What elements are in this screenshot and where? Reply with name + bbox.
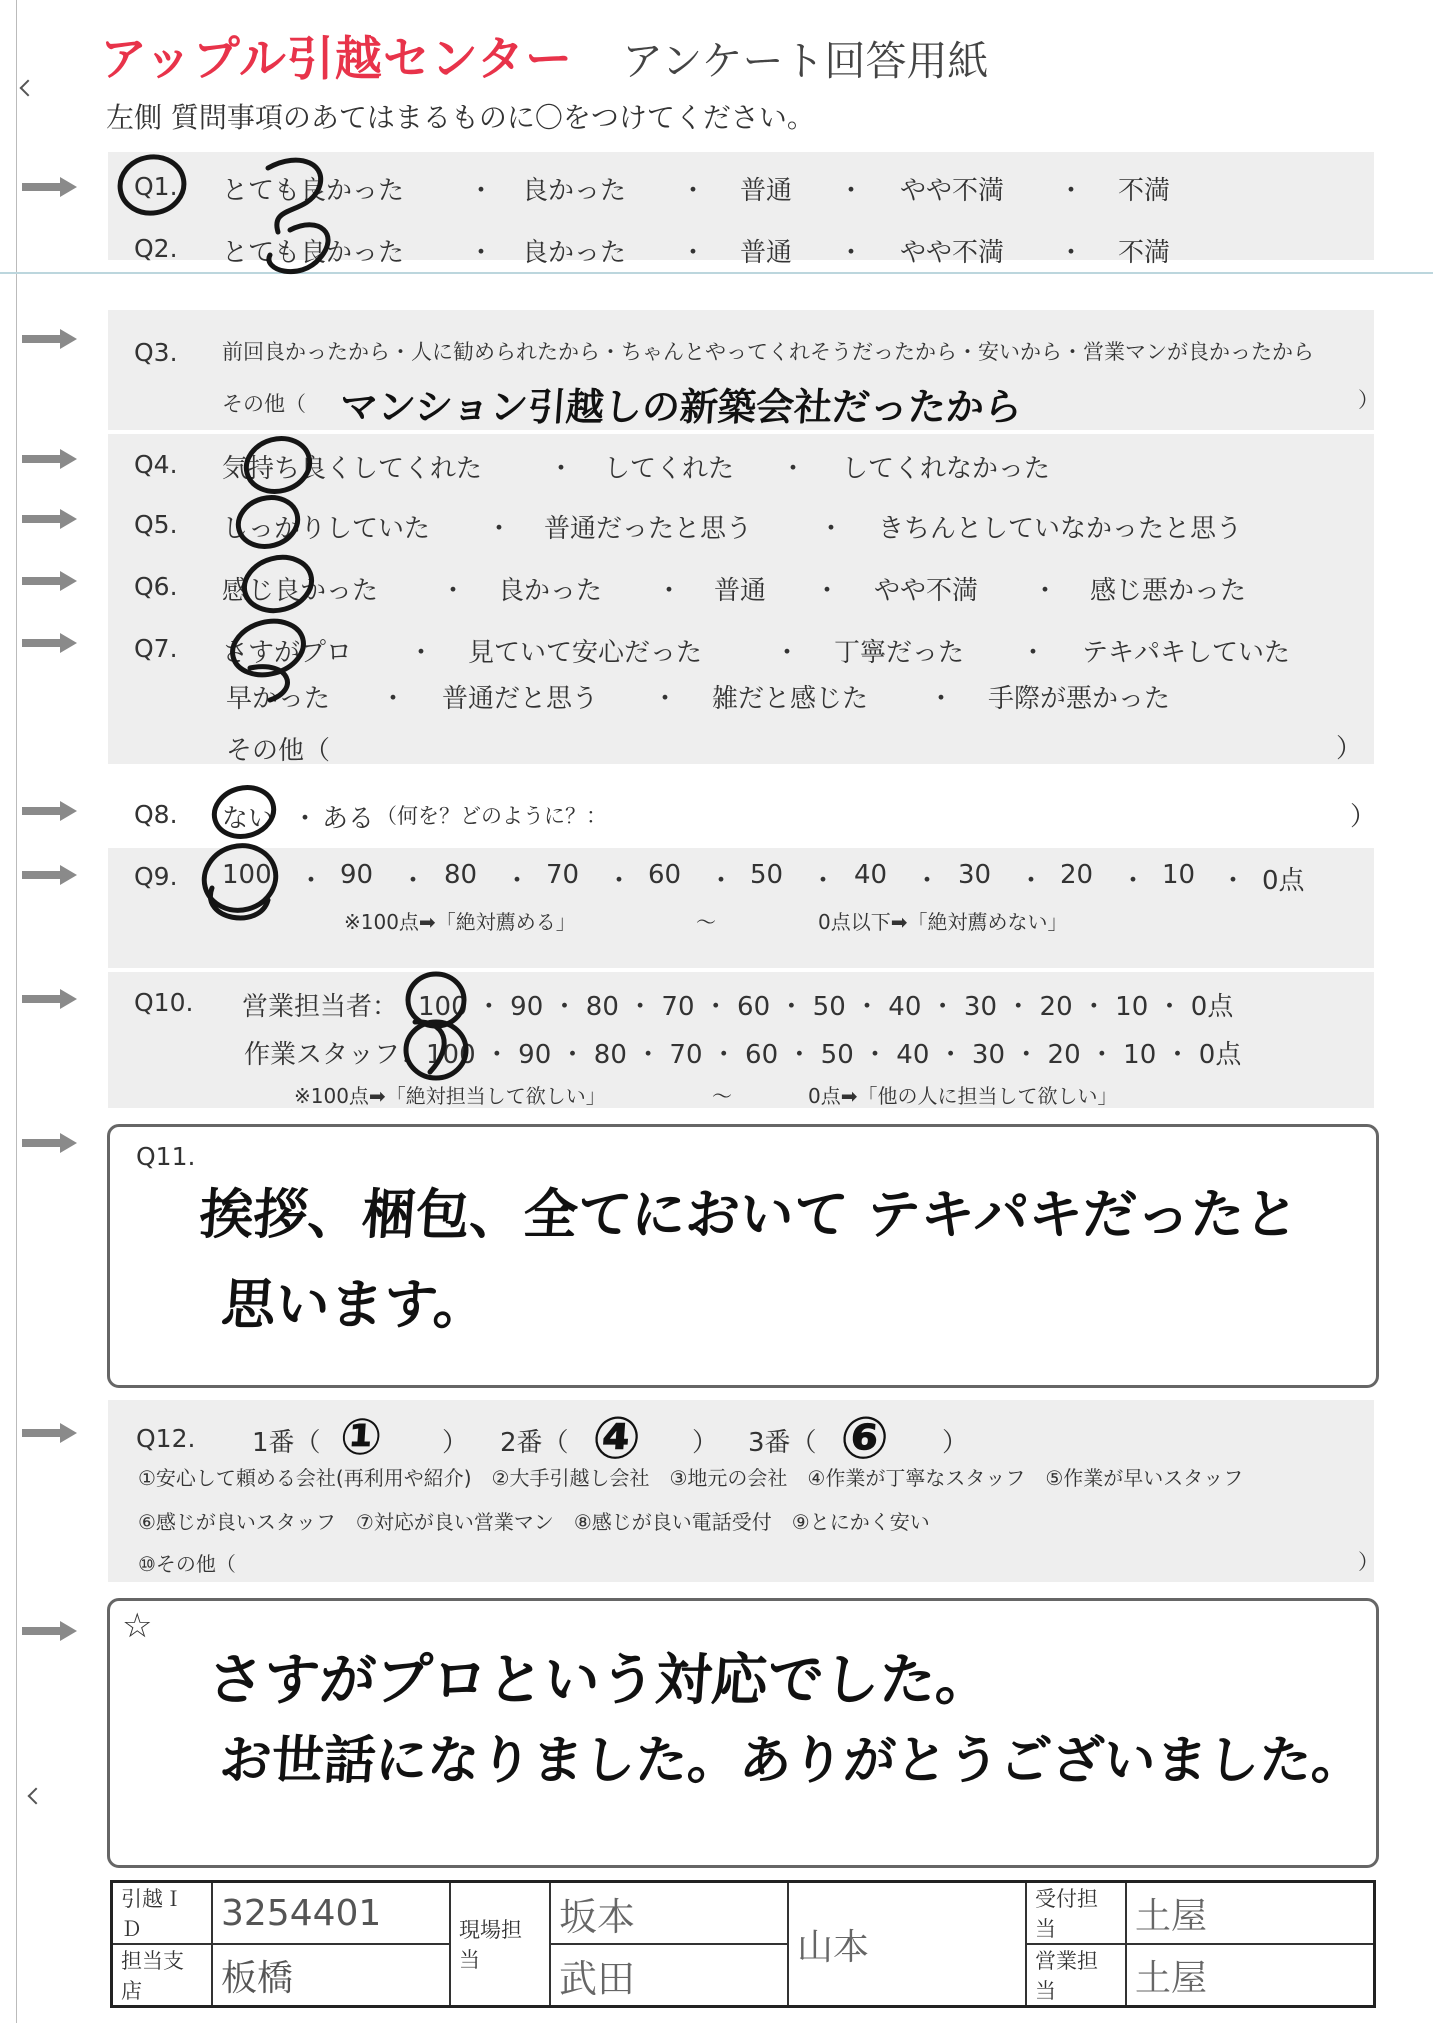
q7-option[interactable]: 早かった — [226, 684, 331, 714]
q8-label: Q8. — [134, 800, 178, 829]
q5-option[interactable]: しっかりしていた — [222, 514, 431, 544]
q10-staff-score[interactable]: 80 — [593, 1040, 627, 1070]
q10-sales-score[interactable]: 10 — [1115, 992, 1149, 1022]
reception-value[interactable] — [1126, 1882, 1375, 1945]
separator-dot: ・ — [548, 454, 575, 484]
q10-sales-scores[interactable]: 100 ・ 90 ・ 80 ・ 70 ・ 60 ・ 50 ・ 40 ・ 30 ・ 20 ・ 10 ・ 0点 — [418, 992, 1234, 1022]
separator-dot: ・ — [652, 684, 679, 714]
separator-dot: ・ — [680, 238, 707, 268]
q6-option[interactable]: 良かった — [498, 576, 603, 606]
q8-option[interactable]: ある — [322, 804, 375, 834]
q9-score[interactable]: 80 — [444, 860, 478, 890]
separator-dot: ・ — [468, 176, 495, 206]
q6-label: Q6. — [134, 572, 178, 601]
q10-sales-score[interactable]: 0点 — [1190, 992, 1234, 1022]
q10-sales-score[interactable]: 80 — [585, 992, 619, 1022]
q12-third-close: ） — [942, 1428, 969, 1458]
separator-dot: ・ — [292, 804, 319, 834]
q8-option[interactable]: ない — [222, 804, 275, 834]
id-label: 引越ＩＤ — [112, 1882, 213, 1945]
q9-note-tilde: ～ — [696, 910, 716, 934]
separator-dot: ・ — [468, 238, 495, 268]
q12-third-value[interactable]: ⑥ — [837, 1404, 892, 1472]
q7-other-label: その他（ — [226, 736, 331, 766]
separator-dot: ・ — [680, 176, 707, 206]
form-title: アンケート回答用紙 — [622, 37, 989, 85]
q3-label: Q3. — [134, 338, 178, 367]
q10-note-right: 0点➡「他の人に担当して欲しい」 — [808, 1084, 1118, 1108]
reception-label: 受付担当 — [1026, 1882, 1126, 1945]
q9-score[interactable]: 50 — [750, 860, 784, 890]
site-handwritten: 坂本 — [559, 1894, 636, 1939]
q9-score[interactable]: 90 — [340, 860, 374, 890]
q10-staff-score[interactable]: 20 — [1047, 1040, 1081, 1070]
id-handwritten: 3254401 — [221, 1892, 382, 1934]
q6-option[interactable]: 感じ良かった — [222, 576, 379, 606]
q11-handwritten-line2[interactable]: 思います。 — [219, 1273, 490, 1336]
q10-sales-score[interactable]: 50 — [812, 992, 846, 1022]
q2-option[interactable]: 普通 — [740, 238, 793, 268]
q4-circle — [240, 432, 315, 499]
separator-dot: ・ — [440, 576, 467, 606]
separator-dot: ・ — [708, 866, 735, 896]
q10-sales-label: 営業担当者： — [242, 992, 399, 1022]
q7-other-close: ） — [1336, 734, 1363, 764]
q12-choices-line2: ⑥感じが良いスタッフ ⑦対応が良い営業マン ⑧感じが良い電話受付 ⑨とにかく安い — [138, 1510, 930, 1534]
branch-handwritten: 板橋 — [221, 1957, 294, 1999]
comment-handwritten-line2[interactable]: お世話になりました。ありがとうございました。 — [217, 1731, 1366, 1791]
q2-option[interactable]: 良かった — [522, 238, 627, 268]
q10-staff-score[interactable]: 70 — [669, 1040, 703, 1070]
q10-sales-score[interactable]: 60 — [737, 992, 771, 1022]
q7-option[interactable]: 手際が悪かった — [988, 684, 1171, 714]
q4-label: Q4. — [134, 450, 178, 479]
q2-option[interactable]: やや不満 — [900, 238, 1005, 268]
q5-circle — [233, 491, 303, 553]
q7-circle — [226, 614, 309, 683]
q12-second-label: 2番（ — [500, 1428, 569, 1458]
q12-label: Q12. — [136, 1424, 196, 1453]
q9-label: Q9. — [134, 862, 178, 891]
q12-second-value[interactable]: ④ — [589, 1404, 644, 1472]
q3-other-close: ） — [1358, 388, 1379, 412]
q10-sales-score[interactable]: 70 — [661, 992, 695, 1022]
q10-sales-score[interactable]: 90 — [510, 992, 544, 1022]
separator-dot: ・ — [838, 238, 865, 268]
q1-circle — [116, 152, 189, 218]
q1-option[interactable]: 不満 — [1118, 176, 1171, 206]
q7-option[interactable]: 丁寧だった — [834, 638, 965, 668]
q1-option[interactable]: 普通 — [740, 176, 793, 206]
site-value1[interactable] — [550, 1882, 788, 1945]
q10-staff-score[interactable]: 0点 — [1198, 1040, 1242, 1070]
q10-sales-circle — [408, 974, 464, 1026]
q3-handwritten-answer[interactable]: マンション引越しの新築会社だったから — [338, 385, 1024, 429]
q10-label: Q10. — [134, 988, 194, 1017]
separator-dot: ・ — [1220, 866, 1247, 896]
brand-title: アップル引越センター — [100, 32, 573, 87]
q6-option[interactable]: 普通 — [714, 576, 767, 606]
q4-option[interactable]: 気持ち良くしてくれた — [222, 454, 483, 484]
instruction-text: 左側 質問事項のあてはまるものに〇をつけてください。 — [106, 101, 815, 134]
q9-score[interactable]: 0点 — [1262, 866, 1305, 896]
q12-other-close: ） — [1358, 1550, 1379, 1574]
q10-sales-score[interactable]: 40 — [888, 992, 922, 1022]
separator-dot: ・ — [380, 684, 407, 714]
q10-staff-circle — [406, 1022, 466, 1078]
q8-circle — [209, 781, 279, 843]
reception-handwritten: 土屋 — [1135, 1895, 1208, 1937]
q9-circle — [197, 838, 283, 918]
site-value3[interactable] — [788, 1882, 1026, 2007]
q4-option[interactable]: してくれなかった — [842, 454, 1051, 484]
q9-score[interactable]: 40 — [854, 860, 888, 890]
q5-label: Q5. — [134, 510, 178, 539]
separator-dot: ・ — [780, 454, 807, 484]
separator-dot: ・ — [504, 866, 531, 896]
separator-dot: ・ — [606, 866, 633, 896]
q4-option[interactable]: してくれた — [604, 454, 735, 484]
q7-label: Q7. — [134, 634, 178, 663]
separator-dot: ・ — [814, 576, 841, 606]
q6-option[interactable]: やや不満 — [874, 576, 979, 606]
q10-staff-score[interactable]: 100 — [426, 1040, 476, 1070]
q7-option[interactable]: さすがプロ — [222, 638, 353, 668]
separator-dot: ・ — [914, 866, 941, 896]
q9-score[interactable]: 20 — [1060, 860, 1094, 890]
q10-note-left: ※100点➡「絶対担当して欲しい」 — [294, 1084, 606, 1108]
site-handwritten: 武田 — [559, 1956, 636, 2001]
q12-choices-line3: ⑩その他（ — [138, 1552, 236, 1576]
q6-circle — [238, 550, 317, 618]
q12-second-close: ） — [692, 1428, 719, 1458]
separator-dot: ・ — [838, 176, 865, 206]
separator-dot: ・ — [656, 576, 683, 606]
q12-first-value[interactable]: ① — [337, 1408, 385, 1466]
q5-option[interactable]: 普通だったと思う — [544, 514, 753, 544]
branch-label: 担当支店 — [112, 1944, 213, 2007]
sales-handwritten: 土屋 — [1135, 1957, 1208, 1999]
site-handwritten: 山本 — [797, 1926, 870, 1968]
q1-scribble — [268, 160, 321, 232]
q10-sales-score[interactable]: 20 — [1039, 992, 1073, 1022]
separator-dot: ・ — [1120, 866, 1147, 896]
separator-dot: ・ — [400, 866, 427, 896]
separator-dot: ・ — [928, 684, 955, 714]
q10-staff-label: 作業スタッフ： — [244, 1040, 427, 1070]
separator-dot: ・ — [1018, 866, 1045, 896]
q10-sales-score[interactable]: 100 — [418, 992, 468, 1022]
branch-value[interactable] — [212, 1944, 450, 2007]
q10-staff-score[interactable]: 10 — [1123, 1040, 1157, 1070]
q9-score[interactable]: 70 — [546, 860, 580, 890]
footer-table — [110, 1880, 1376, 2008]
q10-note-tilde: ～ — [712, 1084, 732, 1108]
q1-option[interactable]: 良かった — [522, 176, 627, 206]
q6-option[interactable]: 感じ悪かった — [1090, 576, 1247, 606]
q9-note-right: 0点以下➡「絶対薦めない」 — [818, 910, 1068, 934]
q3-options-line[interactable]: 前回良かったから・人に勧められたから・ちゃんとやってくれそうだったから・安いから・営業マンが良かったから — [222, 340, 1314, 364]
separator-dot: ・ — [774, 638, 801, 668]
q12-choices-line1: ①安心して頼める会社(再利用や紹介) ②大手引越し会社 ③地元の会社 ④作業が丁寧なスタッフ ⑤作業が早いスタッフ — [138, 1466, 1244, 1490]
separator-dot: ・ — [1058, 176, 1085, 206]
separator-dot: ・ — [1032, 576, 1059, 606]
q8-close: ） — [1350, 802, 1377, 832]
q10-sales-score[interactable]: 30 — [963, 992, 998, 1022]
q2-option[interactable]: 不満 — [1118, 238, 1171, 268]
q12-first-close: ） — [442, 1428, 469, 1458]
q10-staff-scores[interactable]: 100 ・ 90 ・ 80 ・ 70 ・ 60 ・ 50 ・ 40 ・ 30 ・ 20 ・ 10 ・ 0点 — [426, 1040, 1242, 1070]
separator-dot: ・ — [1058, 238, 1085, 268]
q9-score[interactable]: 100 — [222, 860, 272, 890]
q3-other-label: その他（ — [222, 392, 306, 416]
q12-first-label: 1番（ — [252, 1428, 321, 1458]
separator-dot: ・ — [810, 866, 837, 896]
separator-dot: ・ — [1020, 638, 1047, 668]
site-label: 現場担当 — [450, 1882, 550, 2007]
separator-dot: ・ — [298, 866, 325, 896]
q10-staff-score[interactable]: 40 — [896, 1040, 930, 1070]
q10-staff-score[interactable]: 30 — [971, 1040, 1006, 1070]
comment-handwritten-line1[interactable]: さすがプロという対応でした。 — [205, 1648, 994, 1713]
separator-dot: ・ — [408, 638, 435, 668]
site-value2[interactable] — [550, 1944, 788, 2007]
q11-answer-box[interactable] — [107, 1124, 1379, 1388]
q7-option[interactable]: 普通だと思う — [442, 684, 599, 714]
sales-value[interactable] — [1126, 1944, 1375, 2007]
q2-option[interactable]: とても良かった — [222, 238, 405, 268]
q9-score[interactable]: 60 — [648, 860, 682, 890]
q5-option[interactable]: きちんとしていなかったと思う — [878, 514, 1243, 544]
star-icon: ☆ — [122, 1606, 153, 1646]
q7-option[interactable]: 雑だと感じた — [712, 684, 869, 714]
q1-label: Q1. — [134, 172, 178, 201]
q9-score[interactable]: 30 — [958, 860, 992, 890]
q1-option[interactable]: とても良かった — [222, 176, 405, 206]
separator-dot: ・ — [818, 514, 845, 544]
q10-staff-score[interactable]: 50 — [820, 1040, 854, 1070]
q1-option[interactable]: やや不満 — [900, 176, 1005, 206]
q11-label: Q11. — [136, 1142, 196, 1171]
q9-note-left: ※100点➡「絶対薦める」 — [344, 910, 576, 934]
q10-staff-score[interactable]: 90 — [518, 1040, 552, 1070]
q11-handwritten-line1[interactable]: 挨拶、梱包、全てにおいて テキパキだったと — [197, 1183, 1301, 1246]
q9-score[interactable]: 10 — [1162, 860, 1196, 890]
q2-label: Q2. — [134, 234, 178, 263]
q8-prompt: （何を？どのように？： — [376, 804, 607, 828]
sales-label: 営業担当 — [1026, 1944, 1126, 2007]
id-value[interactable] — [212, 1882, 450, 1945]
q12-third-label: 3番（ — [748, 1428, 817, 1458]
q10-staff-score[interactable]: 60 — [745, 1040, 779, 1070]
separator-dot: ・ — [486, 514, 513, 544]
q7-option[interactable]: テキパキしていた — [1082, 638, 1291, 668]
q7-option[interactable]: 見ていて安心だった — [468, 638, 703, 668]
q7-scribble — [250, 667, 287, 700]
